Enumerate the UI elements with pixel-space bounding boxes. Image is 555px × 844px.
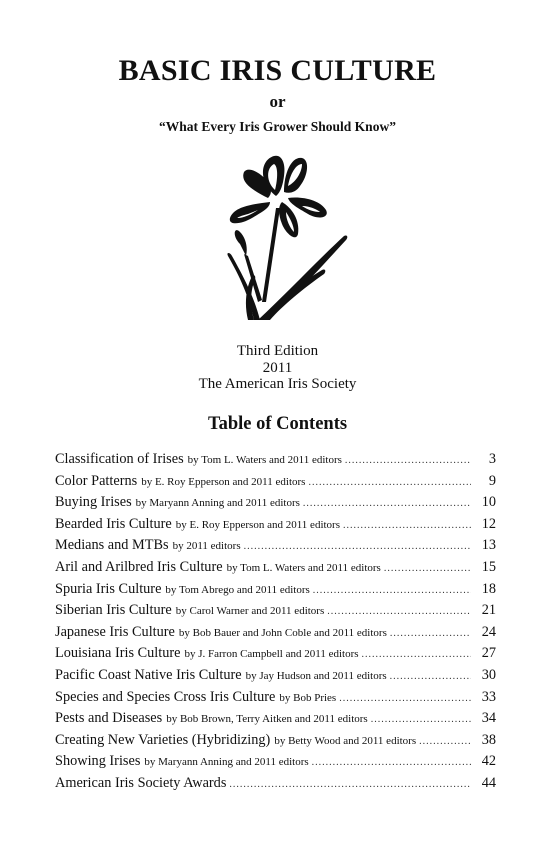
toc-entry-title: Classification of Irises: [55, 451, 184, 467]
toc-entry-title: American Iris Society Awards: [55, 774, 227, 791]
toc-entry-title: Spuria Iris Culture: [55, 580, 162, 597]
publisher: The American Iris Society: [198, 376, 357, 392]
toc-entry-author: by Betty Wood and 2011 editors: [274, 734, 417, 747]
toc-entry-page: 15: [481, 558, 496, 575]
toc-entry: [55, 516, 496, 538]
toc-leader-dots: [244, 541, 471, 552]
toc-entry-page: 13: [481, 537, 496, 554]
toc-entry-page: 3: [488, 451, 496, 467]
toc-leader-dots: [339, 693, 471, 704]
toc-entry: [55, 602, 496, 624]
toc-entry-page: 27: [481, 645, 496, 662]
toc-leader-dots: [384, 563, 471, 574]
toc-entry-page: 44: [481, 774, 496, 791]
toc-entry-author: by 2011 editors: [172, 540, 241, 553]
toc-leader-dots: [419, 736, 471, 747]
toc-leader-dots: [371, 714, 471, 725]
toc-entry-title: Buying Irises: [55, 494, 132, 511]
toc-entry: [55, 559, 496, 581]
toc-leader-dots: [362, 649, 471, 660]
toc-entry-author: by Tom L. Waters and 2011 editors: [226, 561, 381, 574]
toc-entry: [55, 451, 496, 473]
edition-block: [0, 343, 555, 393]
toc-leader-dots: [313, 585, 471, 596]
toc-leader-dots: [327, 606, 471, 617]
toc-entry-author: by E. Roy Epperson and 2011 editors: [141, 475, 306, 488]
toc-entry-author: by Carol Warner and 2011 editors: [175, 605, 325, 618]
toc-entry-title: Siberian Iris Culture: [55, 602, 172, 619]
toc-entry-title: Japanese Iris Culture: [55, 623, 175, 640]
toc-entry-author: by E. Roy Epperson and 2011 editors: [175, 518, 340, 531]
toc-entry-title: Color Patterns: [55, 472, 138, 489]
toc-entry: [55, 667, 496, 689]
toc-leader-dots: [343, 520, 471, 531]
toc-entry-title: Bearded Iris Culture: [55, 515, 172, 532]
toc-entry: [55, 624, 496, 646]
toc-entry-author: by Maryann Anning and 2011 editors: [135, 497, 300, 510]
toc-entry-page: 24: [481, 623, 496, 640]
toc-entry-author: by Bob Brown, Terry Aitken and 2011 editors: [166, 713, 368, 726]
toc-entry: [55, 581, 496, 603]
toc-leader-dots: [308, 477, 471, 488]
toc-entry-author: by Bob Pries: [279, 691, 337, 704]
toc-leader-dots: [390, 671, 471, 682]
toc-entry-page: 12: [481, 515, 496, 532]
toc-entry: [55, 732, 496, 754]
toc-leader-dots: [390, 628, 471, 639]
table-of-contents: [55, 451, 496, 797]
toc-entry-author: by Maryann Anning and 2011 editors: [144, 756, 309, 769]
toc-entry-title: Pacific Coast Native Iris Culture: [55, 666, 242, 683]
toc-entry: [55, 775, 496, 797]
toc-entry-author: by J. Farron Campbell and 2011 editors: [184, 648, 359, 661]
title-or: or: [269, 92, 286, 111]
toc-entry-page: 38: [481, 731, 496, 748]
toc-leader-dots: [312, 757, 471, 768]
toc-entry-title: Pests and Diseases: [55, 710, 163, 727]
edition-label: Third Edition: [236, 343, 319, 359]
toc-entry-author: by Bob Bauer and John Coble and 2011 editors: [178, 626, 387, 639]
toc-entry-page: 42: [481, 753, 496, 770]
document-title: BASIC IRIS CULTURE: [118, 54, 437, 87]
toc-entry-page: 34: [481, 710, 496, 727]
toc-entry-page: 30: [481, 666, 496, 683]
toc-leader-dots: [303, 498, 471, 509]
toc-entry-author: by Tom L. Waters and 2011 editors: [187, 454, 342, 466]
toc-entry: [55, 753, 496, 775]
toc-entry-title: Showing Irises: [55, 753, 141, 770]
toc-entry-title: Aril and Arilbred Iris Culture: [55, 558, 223, 575]
document-subtitle: “What Every Iris Grower Should Know”: [159, 119, 396, 134]
iris-flower-icon: [218, 152, 356, 324]
toc-entry-page: 10: [481, 494, 496, 511]
toc-entry: [55, 494, 496, 516]
toc-entry: [55, 710, 496, 732]
toc-heading: Table of Contents: [207, 414, 348, 434]
toc-entry-title: Medians and MTBs: [55, 537, 169, 554]
toc-entry-author: by Jay Hudson and 2011 editors: [245, 669, 387, 682]
toc-entry-page: 33: [481, 688, 496, 705]
toc-entry-title: Louisiana Iris Culture: [55, 645, 181, 662]
toc-entry-title: Creating New Varieties (Hybridizing): [55, 731, 271, 748]
toc-entry-page: 21: [481, 602, 496, 619]
toc-entry-page: 9: [488, 472, 496, 489]
toc-entry: [55, 689, 496, 711]
toc-entry: [55, 473, 496, 495]
toc-entry: [55, 537, 496, 559]
toc-entry: [55, 645, 496, 667]
toc-entry-page: 18: [481, 580, 496, 597]
edition-year: 2011: [262, 359, 293, 376]
toc-entry-author: by Tom Abrego and 2011 editors: [165, 583, 310, 596]
toc-leader-dots: [229, 779, 471, 790]
toc-entry-title: Species and Species Cross Iris Culture: [55, 688, 276, 705]
toc-leader-dots: [345, 455, 471, 466]
